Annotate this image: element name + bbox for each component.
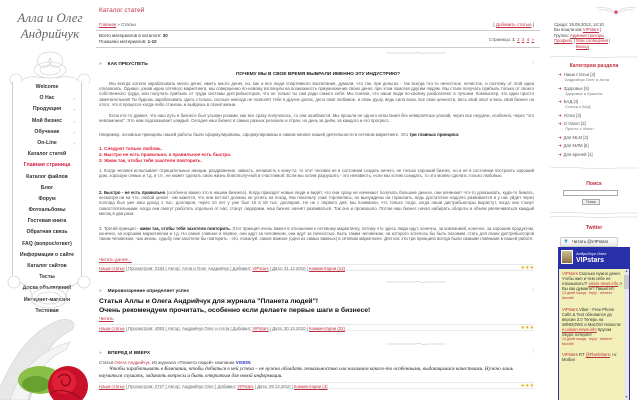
arrow-right-icon: ➜: [558, 85, 562, 91]
category-link[interactable]: Наши статьи: [99, 266, 125, 271]
user-info-box: Среда: 15.05.2013, 14:10 Вы вошли как VIPstars | Группа: Администраторы Профиль | Мои сообщения | Выход: [554, 22, 611, 49]
left-column: [0, 0, 96, 400]
principle-item: 3. Живи так, чтобы тебя захотели повторить.: [99, 158, 202, 163]
scroll-up-icon[interactable]: ▲: [624, 269, 629, 273]
tweet-user-link[interactable]: VIPstars: [562, 306, 578, 312]
search-input[interactable]: [563, 190, 618, 196]
article-title: ПОЧЕМУ МЫ В СВОЕ ВРЕМЯ ВЫБРАЛИ ИМЕННО ЭТУ ИНДУСТРИЮ?: [235, 72, 401, 77]
breadcrumb: Главная » Статьи: [99, 22, 136, 27]
divider-squiggle-icon: [386, 280, 446, 284]
comments-link[interactable]: Комментарии (4): [294, 384, 328, 389]
entry-bullet-icon: »: [99, 62, 102, 67]
logo-line-2: Андрийчук: [20, 26, 80, 41]
entry-heading[interactable]: » ВПЕРЕД И ВВЕРХ: [99, 351, 151, 356]
article-paragraph: Если кто-то думает, что наш путь в бизнесе был усыпан розами, как все сразу получалось, то они ошибаются. Мы прошли не одного испытания без невероятных усилий, через все неудачи, особенно, через "это невозможно". Это нам подсказывает каждый. Сегодня наш бизнес в самых разных регионах и стран, но день за днём, за каждого и его прогресс.: [99, 113, 534, 124]
ornament-heart-icon: [596, 4, 636, 16]
search-button[interactable]: Поиск: [582, 199, 600, 205]
right-sidebar: [540, 0, 640, 400]
messages-link[interactable]: Мои сообщения: [576, 38, 609, 44]
arrow-right-icon: ➜: [558, 72, 562, 77]
search-title: Поиск: [586, 181, 602, 187]
category-item[interactable]: ➜ Успех [3]: [558, 112, 581, 118]
arrow-right-icon: ➜: [558, 134, 562, 140]
entry-bullet-icon: »: [99, 351, 102, 356]
main-nav: [12, 82, 82, 314]
article-big-title: Очень рекомендуем прочитать, особенно если делаете первые шаги в бизнесе!: [99, 307, 371, 314]
article-excerpt: Чтобы зарабатывать в Компании, чтобы добиться в ней успеха – не нужно обладать гениальностью или наличием какого-то особенными, выдающимися качествами. Нужно лишь научиться слушать, задавать вопросы и быть открытым для новой информации.: [99, 366, 514, 379]
close-icon[interactable]: ⁝: [532, 60, 534, 66]
nav-item-home[interactable]: Главная страница: [23, 162, 71, 169]
nav-item-test-page[interactable]: Тестовая: [35, 307, 59, 314]
twitter-display-name: Андрийчук Олег: [576, 251, 607, 256]
entry-heading[interactable]: » Мировоззрение определяет успех: [99, 289, 190, 294]
current-date: 15.05.2013, 14:10: [569, 22, 604, 27]
divider-squiggle-icon: [550, 54, 638, 60]
submenu-arrow-icon: ›: [73, 140, 75, 146]
twitter-widget-header: [558, 247, 630, 269]
nav-item-about[interactable]: О Нас ›: [13, 93, 81, 104]
nav-item-shop[interactable]: Интернет-магазин: [23, 296, 71, 303]
catalog-stats: Всего материалов в каталоге: 30 Показано материалов: 1-10: [99, 33, 168, 44]
rating-stars-icon: ★★★: [520, 325, 534, 331]
pagination: Страницы: 1 2 3 4 »: [488, 37, 534, 42]
principle-item: 1. Следуют только любовь.: [99, 146, 162, 151]
twitter-follow-button[interactable]: ▼ Читать @VIPstars: [560, 237, 618, 247]
comments-link[interactable]: Комментарии (13): [309, 266, 345, 271]
total-count: 30: [162, 33, 168, 38]
avatar[interactable]: [561, 250, 573, 264]
submenu-arrow-icon: ›: [73, 118, 75, 124]
add-article-link[interactable]: Добавить статью: [495, 22, 532, 27]
article-source: Статья Олега Андрийчук. Из журнала «Планета людей» компании VISION: [99, 360, 251, 365]
entry-meta: Наши статьи | Просмотров: 2727 | Автор: Андрийчук Олег | Добавил: VIPstars | Дата: 29.12.2010 | Комментарии (4) ★★★: [99, 383, 534, 389]
divider-squiggle-icon: [386, 342, 446, 346]
close-icon[interactable]: ⁝: [532, 349, 534, 355]
ornament-top-icon: [8, 48, 92, 84]
scrollbar-thumb[interactable]: [624, 275, 629, 289]
rating-stars-icon: ★★★: [520, 383, 534, 389]
comments-link[interactable]: Комментарии (32): [309, 326, 345, 331]
site-logo[interactable]: [10, 10, 90, 42]
article-paragraph: Например, основные принципы нашей работы были сформулированы, сформулированы в самом начале нашей деятельности в сетевом маркетинге. Это три главных принципа:: [99, 132, 460, 137]
article-paragraph: 2. Быстро - не есть правильно (особенно важно это в нашем бизнесе). Когда приходят новые люди и видят, что они сразу не начинают получать большие деньги, они начинают что-то доказывать, куда-то бежать, несмотря ни на что, любой ценой - им кажется, что они вот-вот должны не успеть на поезд. Мы поначалу тоже торопились, но вынуждены на тормозить, ведь достаточно надолго развивается и у нас уйдёт через полгода был уже наш доход 1 тыс. долларов, через 10 лет у уже был 10 в 18 тыс. долларов. Но не с первого дня, мы понимали, что только тогда, когда наши дистрибьюторы вырастут, когда они станут самостоятельными, когда они смогут работать отдельно от нас, станут лидерами, наш бизнес начнёт развиваться. Так оно и произошло. Потом наш бизнес начал набирать обороты и объём увеличиваться каждый месяц в два раза.: [99, 190, 534, 216]
category-item[interactable]: ➜ Для врачей [1]: [558, 151, 593, 157]
page-link-2[interactable]: 2: [517, 37, 520, 42]
entry-heading[interactable]: » КАК ПРЕУСПЕТЬ: [99, 62, 148, 67]
divider-squiggle-icon: [550, 165, 638, 171]
tweet-link[interactable]: ru.vision-news.info: [562, 326, 597, 332]
nav-item-sites-catalog[interactable]: Каталог сайтов: [27, 263, 67, 269]
username-link[interactable]: VIPstars: [582, 27, 600, 33]
page-current: 1: [512, 37, 515, 42]
principles-list: [99, 146, 231, 164]
close-icon[interactable]: ⁝: [532, 287, 534, 293]
category-list: [558, 72, 638, 160]
read-more-link[interactable]: Читать далее...: [99, 257, 132, 262]
arrow-right-icon: ➜: [558, 121, 562, 127]
category-item[interactable]: ➜ БАД [4] Статьи о БАД: [558, 99, 591, 110]
breadcrumb-current: Статьи: [121, 22, 136, 27]
tweet-time[interactable]: 13 дней назад · reply · retweet · favorite: [562, 291, 614, 301]
rating-stars-icon: ★★★: [520, 265, 534, 271]
nav-item-business[interactable]: Мой бизнес ›: [13, 116, 81, 127]
twitter-title: Twitter: [585, 225, 603, 231]
nav-item-board[interactable]: Доска объявлений: [22, 285, 72, 292]
logout-link[interactable]: Выход: [576, 43, 589, 49]
article-paragraph: Мы всегда хотели зарабатывать много денег, иметь много денег, но, как и все люди спортивного воспитания, думали, что так, при деньгах - так всегда что-то нечестное, нечистое, и поэтому от этой идеи отказались. Однако, узнав идею сетевого маркетинга, мы совершенно по-новому взглянули на возможность приумножения своих денег, при этом помогая другим людям. Мы стали получать прибыль только от своего собственного труда, или получать прибыль от труда системы дистрибьюторов, что не только ты сам ради самого себя. Мы поняли, что наши люди по-своему разбогатеют в лучшем. Компьютер, это идеи просто замечательная! Ты будешь зарабатывать здесь столько, сколько никогда не позволят тебе в других делах, дело своё любимое, и свою душу, ведь сила воли, все свои ценности, весь свой опыт и весь свой бизнес на этого, что в процессе когда-либо станешь и выйдешь в своей жизни.: [99, 81, 534, 107]
tweet-time[interactable]: 14 дней назад · reply · retweet · favorite: [562, 337, 614, 347]
profile-link[interactable]: Профиль: [554, 38, 573, 44]
nav-item-products[interactable]: Продукция ›: [13, 104, 81, 115]
submenu-arrow-icon: ›: [73, 107, 75, 113]
categories-title: Категории раздела: [569, 63, 619, 69]
nav-item-training[interactable]: Обучение ›: [13, 127, 81, 138]
nav-item-site-info[interactable]: Информация о сайте: [19, 251, 75, 258]
page-link-next[interactable]: »: [531, 37, 534, 42]
article-paragraph: 3. Третий принцип - живи так, чтобы тебя захотели повторить. Этот принцип очень важен в отношении к сетевому маркетингу, потому что здесь люди идут, конечно, за компанией, конечно, за хорошим продуктом, конечно, за хорошим маркетингом и т.д. Но самое главное и первое, они идут за человеком, они идут за личностью. Быть таким человеком, на которого хотелось бы быть похожим, стать для своих дистрибьюторов таким человеком, чью жизнь, судьбу они захотели бы повторить - это, пожалуй, самое важное (одно из самых важных) в сетевом маркетинге. Для нас эти три принципа всегда были самыми главными в нашей работе.: [99, 226, 534, 242]
tweet-user-link[interactable]: VIPstars: [562, 271, 578, 276]
nav-item-blog[interactable]: Блог: [40, 184, 54, 191]
category-link[interactable]: Наши статьи: [99, 384, 125, 389]
group-link[interactable]: Администраторы: [570, 32, 605, 38]
nav-item-forum[interactable]: Форум: [38, 195, 56, 202]
tweet: VIPstars Сколько нужно денег, чтобы жил и чем себе не отказывать?! vision-news.info А Вы как думаете? Пишите!!! 13 дней назад · reply · retweet · favorite: [562, 271, 623, 301]
scroll-down-icon[interactable]: ▼: [624, 395, 629, 399]
tweet-link[interactable]: vision-news.info: [588, 281, 619, 287]
rose-decoration-image: [0, 300, 96, 400]
nav-item-files[interactable]: Каталог файлов: [26, 173, 68, 180]
arrow-right-icon: ➜: [558, 99, 562, 105]
principle-item: 2. Быстро не есть правильно, а правильное есть быстро.: [99, 152, 232, 157]
page-link-4[interactable]: 4: [526, 37, 530, 42]
category-item[interactable]: ➜ Для MLM [2]: [558, 134, 589, 140]
tweet-link[interactable]: @FlashStars: [585, 352, 610, 358]
nav-item-feedback[interactable]: Обратная связь: [26, 229, 68, 236]
nav-item-online[interactable]: On-Line ›: [13, 138, 81, 149]
add-article-container: [ Добавить статью ]: [493, 22, 534, 27]
submenu-arrow-icon: ›: [73, 96, 75, 102]
submenu-arrow-icon: ›: [73, 129, 75, 135]
arrow-right-icon: ➜: [558, 112, 562, 118]
category-link[interactable]: Наши статьи: [99, 326, 125, 331]
read-more-link[interactable]: Читать: [99, 316, 114, 321]
article-paragraph: 1. Когда человек испытывает отрицательные эмоции, раздражение, зависть, ненависть к кому-то, то этот человек не в состоянии создать ничего, не только хороший бизнес, но и не в состоянии построить хороший дом, хорошую семью и т.д. и т.п., не может сделать свою жизнь благополучной и счастливой. Если мы хотим разрушать - это ненависть, если мы хотим созидать, то это можно сделать только любовью.: [99, 168, 534, 179]
tweet-user-link[interactable]: VIPstars: [562, 352, 578, 358]
nav-item-faq[interactable]: FAQ (вопрос/ответ): [22, 240, 72, 247]
category-item[interactable]: ➜ Наши статьи [3] Андрийчук Олег и Алла: [558, 72, 609, 83]
nav-item-tests[interactable]: Тесты: [39, 274, 55, 281]
divider: [96, 30, 540, 31]
nav-item-guestbook[interactable]: Гостевая книга: [27, 218, 67, 225]
nav-item-welcome[interactable]: Welcome: [35, 84, 59, 90]
user-link[interactable]: VIPstars: [252, 326, 269, 331]
arrow-right-icon: ➜: [558, 143, 562, 149]
shown-range: 1-10: [147, 39, 157, 44]
category-item[interactable]: ➜ Для МЛМ [5]: [558, 143, 589, 149]
category-item[interactable]: ➜ Здоровье [5] Здоровье и Красота: [558, 85, 603, 96]
entry-meta: Наши статьи | Просмотров: 4083 | Автор: Андрийчук Олег и Алла | Добавил: VIPstars | Дата: 30.12.2010 | Комментарии (32) ★★★: [99, 325, 534, 331]
user-link[interactable]: VIPstars: [252, 266, 269, 271]
nav-item-articles[interactable]: Каталог статей: [27, 151, 67, 158]
page-title: Каталог статей: [99, 7, 145, 14]
arrow-right-icon: ➜: [558, 151, 562, 157]
entry-meta: Наши статьи | Просмотров: 2183 | Автор: Алла и Олег Андрийчук | Добавил: VIPstars | Дата: 31.12.2010 | Комментарии (13) ★★★: [99, 265, 534, 271]
entry-bullet-icon: »: [99, 289, 102, 294]
category-item[interactable]: ➜ О Vision [3] Просто о Vision: [558, 121, 594, 132]
nav-item-photos[interactable]: Фотоальбомы: [28, 207, 66, 214]
logo-line-1: Алла и Олег: [17, 10, 83, 25]
article-big-title: Статья Аллы и Олега Андрийчук для журнала "Планета людей"!: [99, 298, 319, 305]
twitter-feed-scrollbar[interactable]: [624, 269, 629, 400]
twitter-feed[interactable]: [559, 269, 629, 400]
divider-squiggle-icon: [386, 51, 446, 55]
main-content: [96, 0, 540, 400]
breadcrumb-home-link[interactable]: Главная: [99, 22, 117, 27]
twitter-handle[interactable]: VIPstars: [576, 257, 605, 264]
twitter-bird-icon: ▼: [563, 239, 569, 245]
tweet: VIPstars RT @FlashStars: ru: Мобил: [562, 352, 618, 363]
user-link[interactable]: VIPstars: [237, 384, 254, 389]
divider: [96, 47, 540, 48]
page-link-3[interactable]: 3: [521, 37, 525, 42]
divider-squiggle-icon: [550, 211, 638, 219]
twitter-widget: [558, 247, 630, 400]
tweet: VIPstars Viber - Free Phone Calls & Text обновился до версии 3.0 Теперь на WINDOWS и MacOS! Новости: ru.vision-news.info Кругом Skype потерял! 14 дней назад · reply · retweet · favorite: [562, 306, 622, 347]
